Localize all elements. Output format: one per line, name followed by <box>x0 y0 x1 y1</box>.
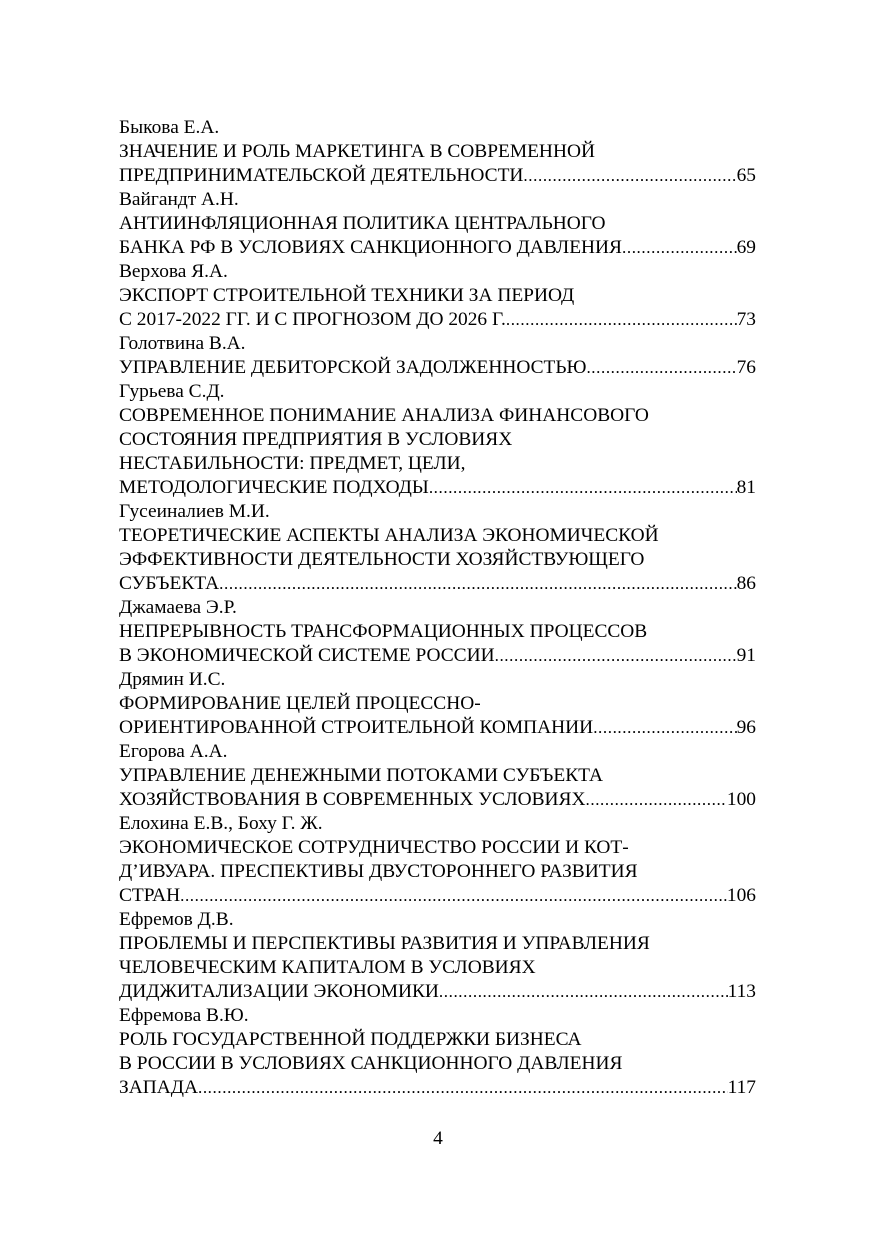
toc-entry <box>119 812 756 908</box>
toc-page-number: 86 <box>736 573 756 594</box>
toc-title-last-line[interactable] <box>119 308 756 332</box>
toc-entry <box>119 740 756 812</box>
dot-leader <box>593 716 736 740</box>
toc-title-line: СОВРЕМЕННОЕ ПОНИМАНИЕ АНАЛИЗА ФИНАНСОВОГО <box>119 405 649 426</box>
toc-title-line: ФОРМИРОВАНИЕ ЦЕЛЕЙ ПРОЦЕССНО- <box>119 693 481 714</box>
toc-title-text: СУБЪЕКТА <box>119 573 220 594</box>
toc-entry <box>119 1004 756 1100</box>
toc-entry <box>119 332 756 380</box>
page-number: 4 <box>433 1128 443 1149</box>
toc-page-number: 117 <box>727 1077 756 1098</box>
toc-author: Гурьева С.Д. <box>119 381 225 402</box>
toc-title-last-line[interactable] <box>119 1076 756 1100</box>
toc-entry <box>119 380 756 500</box>
toc-title-line: ЭКСПОРТ СТРОИТЕЛЬНОЙ ТЕХНИКИ ЗА ПЕРИОД <box>119 285 575 306</box>
toc-title-line: ЭФФЕКТИВНОСТИ ДЕЯТЕЛЬНОСТИ ХОЗЯЙСТВУЮЩЕГО <box>119 549 645 570</box>
dot-leader <box>586 788 727 812</box>
toc-entry <box>119 188 756 260</box>
toc-title-line: ЧЕЛОВЕЧЕСКИМ КАПИТАЛОМ В УСЛОВИЯХ <box>119 957 536 978</box>
toc-page-number: 96 <box>736 717 756 738</box>
toc-title-last-line[interactable] <box>119 884 756 908</box>
dot-leader <box>219 572 736 596</box>
toc-title-text: ОРИЕНТИРОВАННОЙ СТРОИТЕЛЬНОЙ КОМПАНИИ <box>119 717 594 738</box>
toc-title-line: ПРОБЛЕМЫ И ПЕРСПЕКТИВЫ РАЗВИТИЯ И УПРАВЛЕНИЯ <box>119 933 650 954</box>
toc-author: Джамаева Э.Р. <box>119 597 237 618</box>
dot-leader <box>586 356 736 380</box>
toc-title-text: С 2017-2022 ГГ. И С ПРОГНОЗОМ ДО 2026 Г. <box>119 309 506 330</box>
toc-title-last-line[interactable] <box>119 236 756 260</box>
toc-author: Елохина Е.В., Боху Г. Ж. <box>119 813 323 834</box>
toc-title-last-line[interactable] <box>119 980 756 1004</box>
dot-leader <box>622 236 737 260</box>
dot-leader <box>429 476 737 500</box>
toc-title-last-line[interactable] <box>119 164 756 188</box>
toc-title-last-line[interactable] <box>119 356 756 380</box>
toc-title-line: РОЛЬ ГОСУДАРСТВЕННОЙ ПОДДЕРЖКИ БИЗНЕСА <box>119 1029 582 1050</box>
toc-title-text: ДИДЖИТАЛИЗАЦИИ ЭКОНОМИКИ <box>119 981 439 1002</box>
toc-page-number: 76 <box>736 357 756 378</box>
dot-leader <box>198 1076 728 1100</box>
toc-page-number: 91 <box>736 645 756 666</box>
toc-title-line: ЗНАЧЕНИЕ И РОЛЬ МАРКЕТИНГА В СОВРЕМЕННОЙ <box>119 141 595 162</box>
toc-entry <box>119 668 756 740</box>
toc-entry <box>119 500 756 596</box>
toc-title-line: АНТИИНФЛЯЦИОННАЯ ПОЛИТИКА ЦЕНТРАЛЬНОГО <box>119 213 606 234</box>
toc-title-line: В РОССИИ В УСЛОВИЯХ САНКЦИОННОГО ДАВЛЕНИЯ <box>119 1053 623 1074</box>
toc-entry <box>119 596 756 668</box>
dot-leader <box>439 980 728 1004</box>
toc-title-line: СОСТОЯНИЯ ПРЕДПРИЯТИЯ В УСЛОВИЯХ <box>119 429 513 450</box>
toc-title-last-line[interactable] <box>119 476 756 500</box>
toc-entry <box>119 260 756 332</box>
toc-title-text: УПРАВЛЕНИЕ ДЕБИТОРСКОЙ ЗАДОЛЖЕННОСТЬЮ <box>119 357 587 378</box>
toc-title-text: СТРАН <box>119 885 181 906</box>
toc-title-text: В ЭКОНОМИЧЕСКОЙ СИСТЕМЕ РОССИИ <box>119 645 495 666</box>
toc-title-line: ЭКОНОМИЧЕСКОЕ СОТРУДНИЧЕСТВО РОССИИ И КОТ- <box>119 837 629 858</box>
toc-page-number: 106 <box>726 885 756 906</box>
toc-author: Голотвина В.А. <box>119 333 246 354</box>
toc-title-last-line[interactable] <box>119 788 756 812</box>
toc-page-number: 113 <box>727 981 756 1002</box>
table-of-contents <box>119 116 756 1100</box>
toc-author: Быкова Е.А. <box>119 117 220 138</box>
toc-entry <box>119 116 756 188</box>
toc-title-text: ЗАПАДА <box>119 1077 198 1098</box>
toc-title-line: ТЕОРЕТИЧЕСКИЕ АСПЕКТЫ АНАЛИЗА ЭКОНОМИЧЕСКОЙ <box>119 525 659 546</box>
toc-title-line: УПРАВЛЕНИЕ ДЕНЕЖНЫМИ ПОТОКАМИ СУБЪЕКТА <box>119 765 604 786</box>
toc-title-line: НЕПРЕРЫВНОСТЬ ТРАНСФОРМАЦИОННЫХ ПРОЦЕССОВ <box>119 621 648 642</box>
dot-leader <box>506 308 737 332</box>
dot-leader <box>523 164 736 188</box>
toc-author: Егорова А.А. <box>119 741 228 762</box>
toc-title-line: НЕСТАБИЛЬНОСТИ: ПРЕДМЕТ, ЦЕЛИ, <box>119 453 466 474</box>
dot-leader <box>495 644 737 668</box>
toc-page-number: 73 <box>736 309 756 330</box>
toc-title-text: ПРЕДПРИНИМАТЕЛЬСКОЙ ДЕЯТЕЛЬНОСТИ <box>119 165 524 186</box>
toc-author: Гусеиналиев М.И. <box>119 501 270 522</box>
toc-page-number: 65 <box>736 165 756 186</box>
toc-title-text: БАНКА РФ В УСЛОВИЯХ САНКЦИОННОГО ДАВЛЕНИЯ <box>119 237 622 258</box>
toc-author: Вайгандт А.Н. <box>119 189 239 210</box>
toc-title-last-line[interactable] <box>119 572 756 596</box>
toc-author: Верхова Я.А. <box>119 261 228 282</box>
toc-title-last-line[interactable] <box>119 644 756 668</box>
dot-leader <box>180 884 727 908</box>
toc-page-number: 81 <box>736 477 756 498</box>
toc-author: Ефремов Д.В. <box>119 909 234 930</box>
toc-title-text: ХОЗЯЙСТВОВАНИЯ В СОВРЕМЕННЫХ УСЛОВИЯХ <box>119 789 586 810</box>
toc-author: Дрямин И.С. <box>119 669 226 690</box>
toc-title-last-line[interactable] <box>119 716 756 740</box>
toc-page-number: 69 <box>736 237 756 258</box>
toc-page-number: 100 <box>726 789 756 810</box>
toc-entry <box>119 908 756 1004</box>
toc-title-text: МЕТОДОЛОГИЧЕСКИЕ ПОДХОДЫ <box>119 477 429 498</box>
toc-title-line: Д’ИВУАРА. ПРЕСПЕКТИВЫ ДВУСТОРОННЕГО РАЗВИТИЯ <box>119 861 638 882</box>
toc-author: Ефремова В.Ю. <box>119 1005 249 1026</box>
